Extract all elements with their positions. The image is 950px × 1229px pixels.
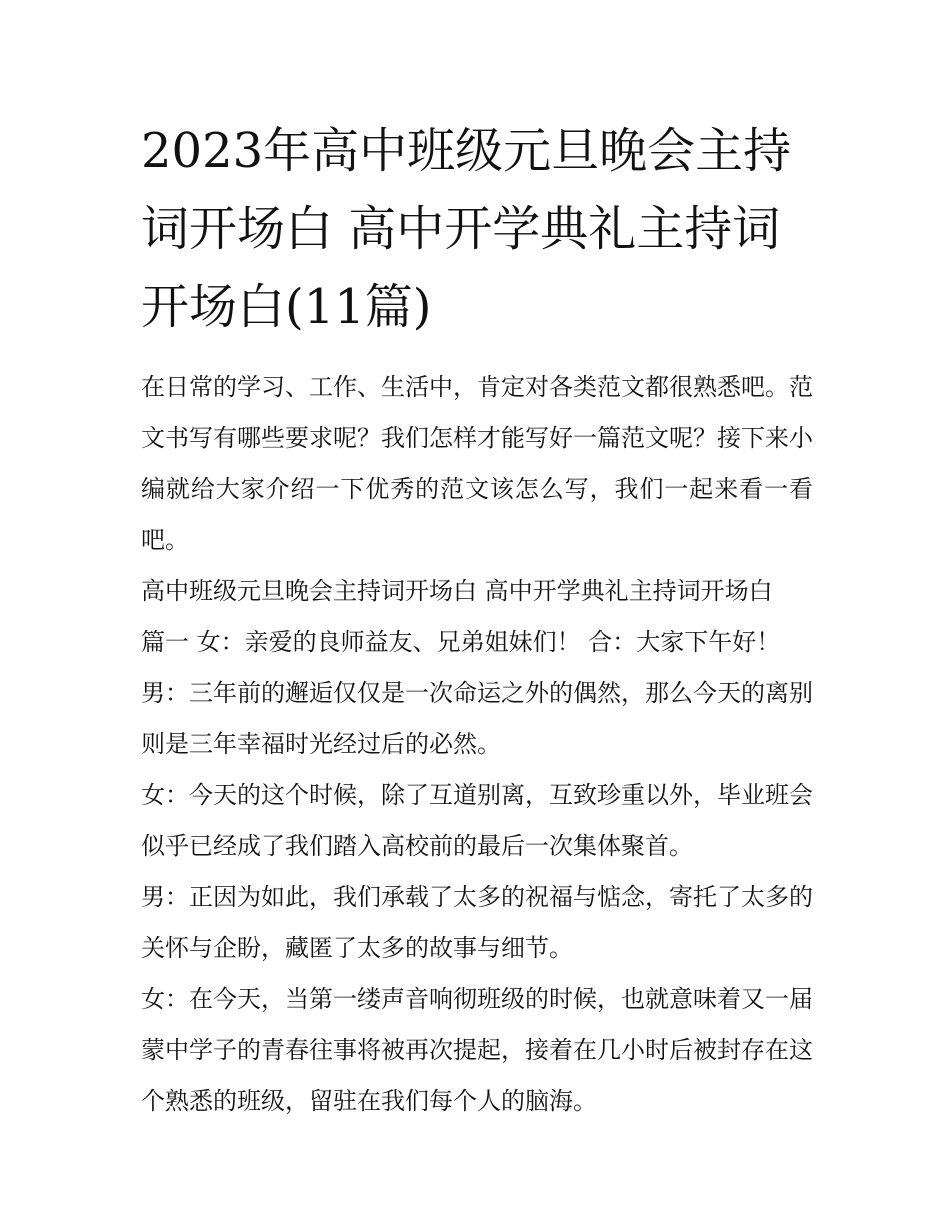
paragraph-dialogue: 女：今天的这个时候，除了互道别离，互致珍重以外，毕业班会似乎已经成了我们踏入高校前的最后一次集体聚首。 (141, 781, 813, 860)
paragraph-subtitle: 高中班级元旦晚会主持词开场白 高中开学典礼主持词开场白 (141, 577, 773, 605)
paragraph-dialogue: 男：正因为如此，我们承载了太多的祝福与惦念，寄托了太多的关怀与企盼，藏匿了太多的故事与细节。 (141, 883, 813, 962)
paragraph-dialogue: 女：在今天，当第一缕声音响彻班级的时候，也就意味着又一届蒙中学子的青春往事将被再次提起，接着在几小时后被封存在这个熟悉的班级，留驻在我们每个人的脑海。 (141, 985, 813, 1115)
paragraph-dialogue: 篇一 女：亲爱的良师益友、兄弟姐妹们！ 合：大家下午好！ (141, 628, 781, 656)
document-body (141, 362, 813, 1127)
document-title: 2023年高中班级元旦晚会主持词开场白 高中开学典礼主持词开场白(11篇) (141, 123, 792, 335)
paragraph-dialogue: 男：三年前的邂逅仅仅是一次命运之外的偶然，那么今天的离别则是三年幸福时光经过后的必然。 (141, 679, 813, 758)
paragraph-intro: 在日常的学习、工作、生活中，肯定对各类范文都很熟悉吧。范文书写有哪些要求呢？我们怎样才能写好一篇范文呢？接下来小编就给大家介绍一下优秀的范文该怎么写，我们一起来看一看吧。 (141, 373, 813, 554)
document-content (141, 112, 813, 1127)
